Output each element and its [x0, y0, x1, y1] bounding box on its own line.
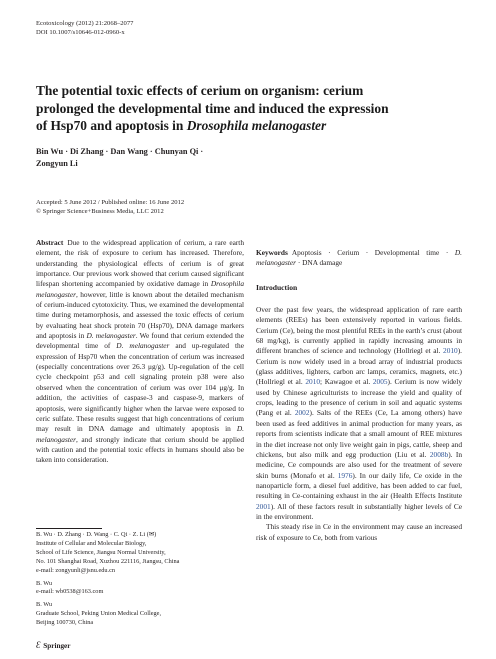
- page-footer: [36, 640, 70, 651]
- affiliation-block: [36, 601, 246, 628]
- abstract-label: Abstract: [36, 238, 64, 247]
- doi: DOI 10.1007/s10646-012-0960-x: [36, 29, 125, 36]
- citation-link[interactable]: 2001: [256, 501, 271, 511]
- journal-citation: Ecotoxicology (2012) 21:2068–2077: [36, 20, 134, 27]
- abstract-species: D. melanogaster: [116, 341, 170, 351]
- intro-text: ). In our daily life, Ce oxide in the nanoparticle form, a diesel fuel additive, has been added to car fuel, resulting in Ce-containing exhaust in the air (Health Effects Institute: [256, 470, 462, 501]
- abstract-species: Drosophila melanogaster: [36, 279, 244, 299]
- affiliation-authors: B. Wu · D. Zhang · D. Wang · C. Qi · Z. Li (✉): [36, 531, 157, 538]
- affiliation-address: Beijing 100730, China: [36, 619, 94, 627]
- keywords-label: Keywords: [256, 248, 288, 257]
- affiliation-block: [36, 580, 246, 598]
- title-species: Drosophila melanogaster: [186, 118, 327, 133]
- title-line-2: prolonged the developmental time and induced the expression: [36, 100, 389, 116]
- intro-text: ; Kawagoe et al.: [320, 377, 373, 387]
- affiliation-author: B. Wu: [36, 601, 53, 609]
- introduction-heading: Introduction: [256, 282, 298, 292]
- keywords-text: · DNA damage: [295, 258, 343, 268]
- affiliation-school: Graduate School, Peking Union Medical College,: [36, 610, 162, 618]
- publication-dates: [36, 198, 184, 216]
- citation-link[interactable]: 2010: [305, 377, 321, 387]
- copyright-line: © Springer Science+Business Media, LLC 2012: [36, 208, 164, 215]
- publisher-name: Springer: [43, 642, 71, 650]
- abstract-text: , and strongly indicate that cerium should be applied with caution and the potential toxic effects in humans should also be taken into consideration.: [36, 434, 244, 465]
- dates-line: Accepted: 5 June 2012 / Published online: 16 June 2012: [36, 199, 185, 206]
- footnote-rule: [36, 528, 102, 529]
- affiliation-author: B. Wu: [36, 579, 53, 587]
- title-line-1: The potential toxic effects of cerium on organism: cerium: [36, 83, 364, 98]
- abstract-paragraph: [36, 238, 244, 466]
- citation-link[interactable]: 2008b: [429, 449, 449, 459]
- title-line-3: [36, 117, 476, 135]
- affiliation-email[interactable]: e-mail: wb0538@163.com: [36, 588, 104, 596]
- springer-logo-icon: Ɛ: [36, 640, 41, 650]
- intro-text: ). All of these factors result in substantially higher levels of Ce in the environment.: [256, 501, 462, 521]
- journal-header: [36, 19, 133, 37]
- title-line-3-text: of Hsp70 and apoptosis in: [36, 118, 187, 133]
- keywords-text: Apoptosis · Cerium · Developmental time ·: [291, 248, 449, 257]
- intro-text: ). Salts of the REEs (Ce, La among others) have been used as feed additives in animal production for many years, as reports from scientists indicate that a small amount of REE mixtures in the diet increase not only live weight gain in pigs, cattle, sheep and chickens, but also milk and egg production (Liu et al.: [256, 408, 462, 459]
- abstract-text: , however, little is known about the detailed mechanism of cerium-induced cytotoxicity. Thus, we examined the developmental time during metamorphosis, and assessed the toxic effects of cerium by evaluating heat shock protein 70 (Hsp70), DNA damage markers and apoptosis in: [36, 289, 244, 341]
- intro-text: Over the past few years, the widespread application of rare earth elements (REEs) has been extensively reported in various fields. Cerium (Ce), being the most plentiful REEs in the earth’s crust (about 68 mg/kg), is currently applied in rapidly increasing amounts in different branches of science and technology (Hollriegl et al.: [256, 305, 462, 356]
- keywords-species: D. melanogaster: [256, 248, 462, 268]
- affiliation-school: School of Life Science, Jiangsu Normal University,: [36, 548, 166, 556]
- citation-link[interactable]: 2005: [372, 377, 388, 387]
- citation-link[interactable]: 1976: [337, 470, 353, 480]
- intro-text: ). Cerium is now widely used in a broad array of industrial products (glass additives, lighters, carbon arc lamps, ceramics, magnets, etc.) (Hollriegl et al.: [256, 346, 462, 387]
- abstract-text: Due to the widespread application of cerium, a rare earth element, the risk of exposure to cerium has increased. Therefore, understanding the physiological effects of cerium is of great importance. Our previous work showed that cerium caused significant lifespan shortening accompanied by oxidative damage in: [36, 238, 244, 289]
- introduction-paragraph: This steady rise in Ce in the environment may cause an increased risk of exposure to Ce, both from various: [256, 522, 462, 542]
- introduction-paragraph: [256, 305, 462, 522]
- abstract-species: D. melanogaster: [36, 424, 244, 444]
- keywords-line: [256, 248, 462, 269]
- abstract-text: and up-regulated the expression of Hsp70 when the concentration of cerium was increased (especially concentrations over 26.3 μg/g). Up-regulation of the cell cycle checkpoint p53 and cell signaling protein p38 were also observed when the concentration of cerium was over 104 μg/g. In addition, the activities of caspase-3 and caspase-9, markers of apoptosis, were significantly higher when the larvae were exposed to ceric sulfate. These results suggest that high concentrations of cerium may result in DNA damage and ultimately apoptosis in: [36, 341, 244, 434]
- affiliation-address: No. 101 Shanghai Road, Xuzhou 221116, Jiangsu, China: [36, 557, 180, 565]
- author-list: [36, 146, 336, 170]
- affiliation-institute: Institute of Cellular and Molecular Biology,: [36, 539, 147, 547]
- author-affiliations: [36, 531, 246, 632]
- intro-text: ). Cerium is now widely used by Chinese agriculturists to increase the yield and quality of crops, leading to the presence of cerium in soil and aquatic systems (Pang et al.: [256, 377, 462, 418]
- affiliation-email[interactable]: e-mail: zongyunli@jsnu.edu.cn: [36, 566, 116, 574]
- authors-line-2: Zongyun Li: [36, 159, 78, 168]
- abstract-text: . We found that cerium extended the developmental time of: [36, 331, 244, 351]
- paper-title: [36, 82, 476, 135]
- abstract-species: D. melanogaster: [86, 331, 136, 341]
- body-column: [256, 238, 462, 610]
- intro-text: ). In medicine, Ce compounds are also used for the treatment of severe skin burns (Monafo et al.: [256, 449, 462, 480]
- abstract-column: [36, 238, 244, 521]
- affiliation-block: [36, 531, 246, 576]
- authors-line-1: Bin Wu · Di Zhang · Dan Wang · Chunyan Qi ·: [36, 147, 204, 156]
- citation-link[interactable]: 2002: [294, 408, 310, 418]
- citation-link[interactable]: 2010: [443, 346, 458, 356]
